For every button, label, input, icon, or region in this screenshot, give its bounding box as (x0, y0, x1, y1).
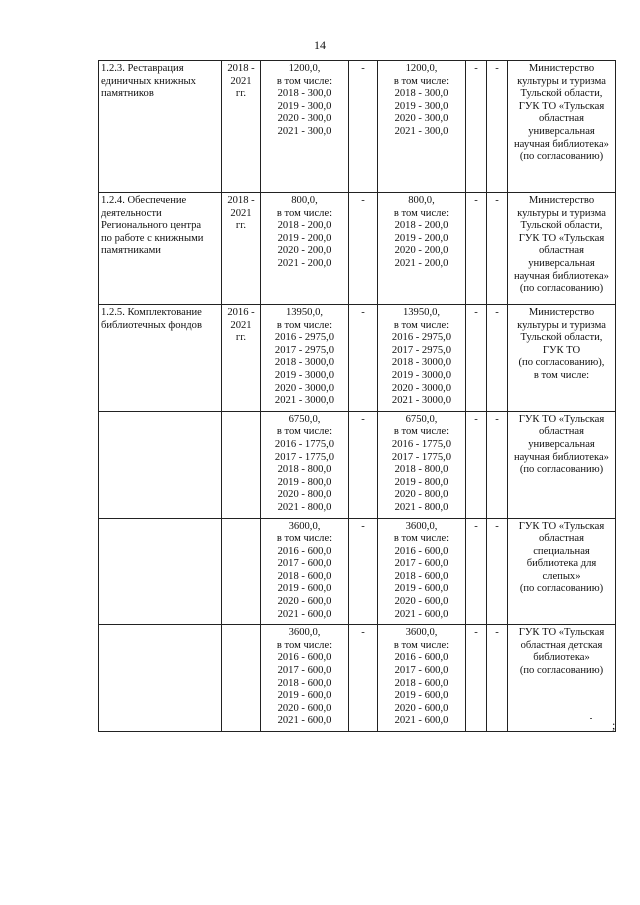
total-funding-line: 2019 - 600,0 (277, 690, 332, 702)
executor-line: Тульской области, (520, 332, 603, 344)
total-funding-line: 2021 - 600,0 (277, 608, 332, 620)
regional-budget-line: в том числе: (393, 639, 450, 651)
executor-line: научная библиотека» (514, 451, 609, 463)
executor-line: специальная (533, 545, 590, 557)
period-cell (222, 411, 261, 518)
total-funding-line: 13950,0, (285, 307, 324, 318)
federal-budget-cell (349, 193, 378, 305)
regional-budget-line: 2020 - 3000,0 (391, 382, 452, 394)
activity-name-line: 1.2.4. Обеспечение (101, 195, 187, 206)
executor-line: универсальная (528, 125, 595, 137)
regional-budget-line: 2016 - 1775,0 (391, 438, 452, 450)
activity-name-cell (99, 518, 222, 625)
regional-budget-line: 3600,0, (405, 627, 438, 639)
municipal-budget-cell (466, 305, 487, 412)
regional-budget-line: 2018 - 3000,0 (391, 357, 452, 369)
regional-budget-cell (378, 61, 466, 193)
total-funding-line: 2017 - 600,0 (277, 558, 332, 570)
executor-line: культуры и туризма (517, 75, 606, 87)
table-body (99, 61, 616, 732)
total-funding-cell (261, 518, 349, 625)
regional-budget-line: 2016 - 600,0 (394, 545, 449, 557)
regional-budget-line: 2021 - 3000,0 (391, 395, 452, 407)
executor-line: культуры и туризма (517, 207, 606, 219)
period-line: 2021 (230, 207, 252, 219)
executor-cell (508, 305, 616, 412)
executor-line: научная библиотека» (514, 270, 609, 282)
total-funding-line: 2020 - 800,0 (277, 489, 332, 501)
total-funding-line: 800,0, (291, 195, 318, 206)
regional-budget-line: в том числе: (393, 75, 450, 87)
period-cell (222, 61, 261, 193)
executor-line: Министерство (528, 195, 595, 206)
dash-mark: - (361, 63, 365, 74)
table-row (99, 193, 616, 305)
regional-budget-cell (378, 518, 466, 625)
total-funding-line: 2019 - 200,0 (277, 232, 332, 244)
total-funding-cell (261, 61, 349, 193)
activity-name-line: памятников (101, 88, 154, 100)
table-row (99, 625, 616, 732)
regional-budget-line: 2017 - 600,0 (394, 558, 449, 570)
regional-budget-line: 2018 - 200,0 (394, 220, 449, 232)
municipal-budget-cell (466, 518, 487, 625)
regional-budget-line: 2017 - 1775,0 (391, 451, 452, 463)
regional-budget-line: в том числе: (393, 319, 450, 331)
regional-budget-cell (378, 305, 466, 412)
executor-line: в том числе: (533, 369, 590, 381)
regional-budget-line: 2020 - 200,0 (394, 245, 449, 257)
executor-line: областная (539, 245, 584, 257)
regional-budget-line: 6750,0, (405, 413, 438, 425)
executor-line: (по согласованию) (519, 283, 604, 295)
total-funding-line: 6750,0, (288, 413, 321, 425)
extrabudget-cell (487, 411, 508, 518)
period-line: 2018 - (227, 63, 255, 74)
regional-budget-line: 2016 - 600,0 (394, 652, 449, 664)
total-funding-line: в том числе: (276, 319, 333, 331)
period-cell (222, 193, 261, 305)
regional-budget-line: в том числе: (393, 426, 450, 438)
regional-budget-line: 2016 - 2975,0 (391, 332, 452, 344)
total-funding-line: 2017 - 1775,0 (274, 451, 335, 463)
total-funding-cell (261, 193, 349, 305)
regional-budget-cell (378, 625, 466, 732)
executor-line: ГУК ТО (542, 344, 581, 356)
total-funding-line: 3600,0, (288, 520, 321, 532)
regional-budget-cell (378, 411, 466, 518)
total-funding-line: в том числе: (276, 75, 333, 87)
activity-name-line: Регионального центра (101, 220, 202, 232)
dash-mark: - (361, 307, 365, 318)
executor-line: слепых» (542, 570, 581, 582)
activity-name-line: деятельности (101, 207, 162, 219)
extrabudget-cell (487, 61, 508, 193)
federal-budget-cell (349, 518, 378, 625)
regional-budget-line: 2021 - 300,0 (394, 125, 449, 137)
municipal-budget-cell (466, 625, 487, 732)
regional-budget-line: 2021 - 600,0 (394, 608, 449, 620)
regional-budget-line: 2018 - 800,0 (394, 464, 449, 476)
extrabudget-cell (487, 305, 508, 412)
dash-mark: - (474, 520, 478, 532)
activity-name-cell (99, 625, 222, 732)
total-funding-line: 2016 - 2975,0 (274, 332, 335, 344)
period-cell (222, 625, 261, 732)
regional-budget-line: 2020 - 600,0 (394, 702, 449, 714)
executor-line: (по согласованию) (519, 464, 604, 476)
activity-name-line: по работе с книжными (101, 232, 204, 244)
municipal-budget-cell (466, 411, 487, 518)
total-funding-line: в том числе: (276, 426, 333, 438)
dash-mark: - (495, 307, 499, 318)
dash-mark: - (361, 413, 365, 425)
dash-mark: - (474, 413, 478, 425)
activity-name-line: памятниками (101, 245, 161, 257)
executor-line: ГУК ТО «Тульская (518, 627, 605, 639)
executor-cell (508, 518, 616, 625)
regional-budget-line: в том числе: (393, 207, 450, 219)
total-funding-line: 2016 - 1775,0 (274, 438, 335, 450)
executor-line: научная библиотека» (514, 138, 609, 150)
period-cell (222, 518, 261, 625)
table-row (99, 411, 616, 518)
total-funding-line: 2020 - 600,0 (277, 702, 332, 714)
program-activities-table (98, 60, 616, 732)
period-line: 2021 (230, 319, 252, 331)
dash-mark: - (361, 520, 365, 532)
total-funding-line: 2020 - 300,0 (277, 113, 332, 125)
activity-name-cell (99, 193, 222, 305)
total-funding-line: в том числе: (276, 639, 333, 651)
dash-mark: - (495, 627, 499, 639)
executor-line: ГУК ТО «Тульская (518, 100, 605, 112)
regional-budget-line: 2020 - 300,0 (394, 113, 449, 125)
regional-budget-line: 2020 - 800,0 (394, 489, 449, 501)
federal-budget-cell (349, 625, 378, 732)
regional-budget-line: 1200,0, (405, 63, 438, 74)
executor-line: Тульской области, (520, 88, 603, 100)
regional-budget-line: 2021 - 200,0 (394, 257, 449, 269)
executor-line: (по согласованию) (519, 151, 604, 163)
total-funding-line: 2021 - 200,0 (277, 257, 332, 269)
extrabudget-cell (487, 193, 508, 305)
executor-line: ГУК ТО «Тульская (518, 232, 605, 244)
period-line: гг. (235, 332, 247, 344)
executor-line: областная (539, 533, 584, 545)
dash-mark: - (361, 195, 365, 206)
total-funding-line: 2018 - 600,0 (277, 677, 332, 689)
executor-line: ГУК ТО «Тульская (518, 520, 605, 532)
total-funding-line: 2020 - 3000,0 (274, 382, 335, 394)
total-funding-line: 2016 - 600,0 (277, 652, 332, 664)
regional-budget-cell (378, 193, 466, 305)
regional-budget-line: 13950,0, (402, 307, 441, 318)
extrabudget-cell (487, 625, 508, 732)
executor-cell (508, 411, 616, 518)
regional-budget-line: в том числе: (393, 533, 450, 545)
activity-name-cell (99, 61, 222, 193)
regional-budget-line: 2018 - 300,0 (394, 88, 449, 100)
regional-budget-line: 2021 - 800,0 (394, 501, 449, 513)
federal-budget-cell (349, 411, 378, 518)
total-funding-line: 3600,0, (288, 627, 321, 639)
period-line: гг. (235, 88, 247, 100)
period-line: гг. (235, 220, 247, 232)
dash-mark: - (474, 627, 478, 639)
dash-mark: - (495, 195, 499, 206)
total-funding-line: 2017 - 600,0 (277, 665, 332, 677)
total-funding-line: 2018 - 800,0 (277, 464, 332, 476)
total-funding-cell (261, 625, 349, 732)
executor-line: ГУК ТО «Тульская (518, 413, 605, 425)
regional-budget-line: 2018 - 600,0 (394, 677, 449, 689)
executor-line: областная (539, 426, 584, 438)
period-line: 2021 (230, 75, 252, 87)
executor-line: областная (539, 113, 584, 125)
table-row (99, 305, 616, 412)
executor-line: (по согласованию), (518, 357, 605, 369)
activity-name-line: 1.2.5. Комплектование (101, 307, 202, 318)
regional-budget-line: 2019 - 200,0 (394, 232, 449, 244)
total-funding-line: 1200,0, (288, 63, 321, 74)
executor-line: библиотека для (526, 558, 597, 570)
regional-budget-line: 2020 - 600,0 (394, 596, 449, 608)
regional-budget-line: 2019 - 3000,0 (391, 369, 452, 381)
regional-budget-line: 2019 - 600,0 (394, 690, 449, 702)
dash-mark: - (474, 307, 478, 318)
total-funding-line: 2021 - 800,0 (277, 501, 332, 513)
regional-budget-line: 800,0, (408, 195, 435, 206)
total-funding-line: 2021 - 600,0 (277, 715, 332, 727)
page-number: 14 (314, 38, 326, 52)
total-funding-cell (261, 305, 349, 412)
total-funding-cell (261, 411, 349, 518)
extrabudget-cell (487, 518, 508, 625)
regional-budget-line: 2019 - 800,0 (394, 476, 449, 488)
dash-mark: - (495, 520, 499, 532)
period-line: 2016 - (227, 307, 255, 318)
table-row (99, 61, 616, 193)
executor-cell (508, 193, 616, 305)
executor-line: Тульской области, (520, 220, 603, 232)
activity-name-line: единичных книжных (101, 75, 196, 87)
total-funding-line: 2020 - 600,0 (277, 596, 332, 608)
activity-name-cell (99, 411, 222, 518)
federal-budget-cell (349, 305, 378, 412)
dash-mark: - (474, 195, 478, 206)
total-funding-line: 2019 - 600,0 (277, 583, 332, 595)
total-funding-line: 2018 - 300,0 (277, 88, 332, 100)
total-funding-line: 2021 - 300,0 (277, 125, 332, 137)
total-funding-line: 2018 - 3000,0 (274, 357, 335, 369)
activity-name-line: 1.2.3. Реставрация (101, 63, 184, 74)
executor-line: универсальная (528, 438, 595, 450)
dash-mark: - (495, 413, 499, 425)
total-funding-line: 2018 - 600,0 (277, 570, 332, 582)
total-funding-line: 2019 - 800,0 (277, 476, 332, 488)
scan-dot (590, 718, 592, 719)
regional-budget-line: 2021 - 600,0 (394, 715, 449, 727)
total-funding-line: 2019 - 300,0 (277, 100, 332, 112)
total-funding-line: 2016 - 600,0 (277, 545, 332, 557)
executor-line: Министерство (528, 63, 595, 74)
activity-name-line: библиотечных фондов (101, 319, 202, 331)
period-line: 2018 - (227, 195, 255, 206)
dash-mark: - (495, 63, 499, 74)
executor-line: (по согласованию) (519, 665, 604, 677)
municipal-budget-cell (466, 193, 487, 305)
regional-budget-line: 2017 - 600,0 (394, 665, 449, 677)
executor-line: библиотека» (533, 652, 590, 664)
regional-budget-line: 2017 - 2975,0 (391, 344, 452, 356)
total-funding-line: 2020 - 200,0 (277, 245, 332, 257)
regional-budget-line: 2018 - 600,0 (394, 570, 449, 582)
total-funding-line: в том числе: (276, 533, 333, 545)
trailing-semicolon: ; (612, 718, 616, 732)
period-cell (222, 305, 261, 412)
regional-budget-line: 2019 - 300,0 (394, 100, 449, 112)
federal-budget-cell (349, 61, 378, 193)
table-row (99, 518, 616, 625)
executor-line: (по согласованию) (519, 583, 604, 595)
executor-line: культуры и туризма (517, 319, 606, 331)
total-funding-line: 2017 - 2975,0 (274, 344, 335, 356)
dash-mark: - (361, 627, 365, 639)
executor-cell (508, 625, 616, 732)
executor-line: областная детская (520, 639, 603, 651)
total-funding-line: 2019 - 3000,0 (274, 369, 335, 381)
municipal-budget-cell (466, 61, 487, 193)
activity-name-cell (99, 305, 222, 412)
total-funding-line: в том числе: (276, 207, 333, 219)
regional-budget-line: 3600,0, (405, 520, 438, 532)
regional-budget-line: 2019 - 600,0 (394, 583, 449, 595)
dash-mark: - (474, 63, 478, 74)
total-funding-line: 2018 - 200,0 (277, 220, 332, 232)
executor-line: универсальная (528, 257, 595, 269)
total-funding-line: 2021 - 3000,0 (274, 395, 335, 407)
executor-line: Министерство (528, 307, 595, 318)
executor-cell (508, 61, 616, 193)
